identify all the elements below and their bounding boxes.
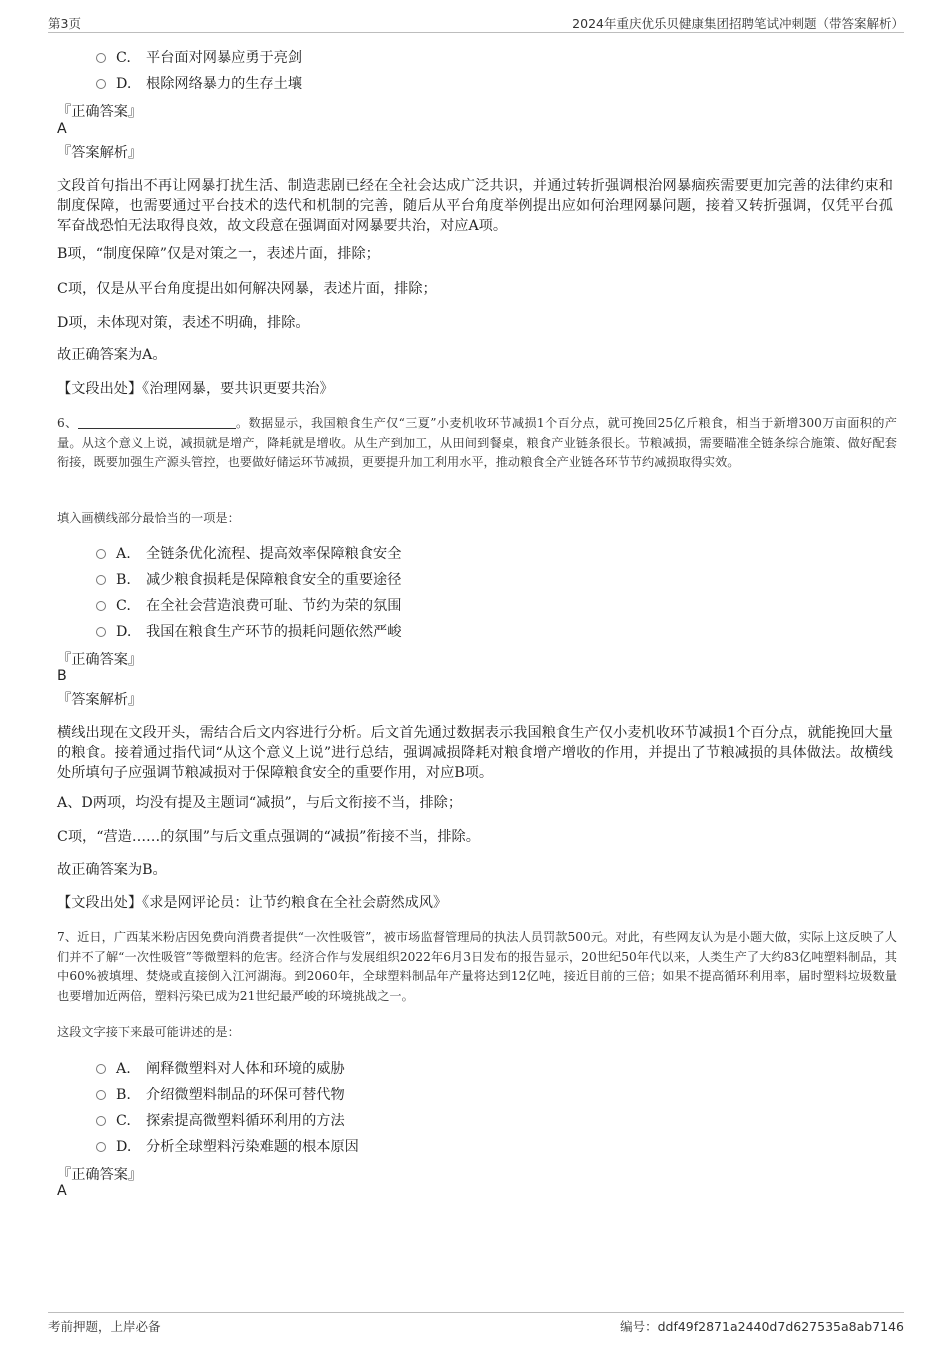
q7-answer: A [57,1183,67,1199]
q6-stem: 6、 。数据显示，我国粮食生产仅“三夏”小麦机收环节减损1个百分点，就可挽回25亿斤粮食，相当于新增300万亩面积的产量。从这个意义上说，减损就是增产，降耗就是增收。从生产到加工，从田间到餐桌，粮食产业链条很长。节粮减损，需要瞄准全链条综合施策、做好配套衔接，既要加强生产源头管控，也要做好储运环节减损，更要提升加工利用水平，推动粮食全产业链各环节节约减损取得实效。 [57,416,897,469]
radio-icon[interactable] [96,549,106,559]
q6-analysis-main: 横线出现在文段开头，需结合后文内容进行分析。后文首先通过数据表示我国粮食生产仅小麦机收环节减损1个百分点，就能挽回大量的粮食。接着通过指代词“从这个意义上说”进行总结，强调减损降耗对粮食增产增收的作用，并提出了节粮减损的具体做法。故横线处所填句子应强调节粮减损对于保障粮食安全的重要作用，对应B项。 [57,725,893,781]
q5-answer: A [57,121,67,137]
q7-question: 这段文字接下来最可能讲述的是： [57,1025,240,1039]
footer-slogan: 考前押题，上岸必备 [48,1319,161,1334]
radio-icon[interactable] [96,1142,106,1152]
q5-analysis-label: 『答案解析』 [57,145,143,161]
page-footer [48,1312,904,1335]
q5-analysis-main: 文段首句指出不再让网暴打扰生活、制造悲剧已经在全社会达成广泛共识，并通过转折强调根治网暴痼疾需要更加完善的法律约束和制度保障，也需要通过平台技术的迭代和机制的完善，随后从平台角度举例提出应如何治理网暴问题，接着又转折强调，仅凭平台孤军奋战恐怕无法取得良效，故文段意在强调面对网暴要共治，对应A项。 [57,178,893,234]
page-header [48,14,904,33]
q7-option-c[interactable]: C. 探索提高微塑料循环利用的方法 [96,1110,345,1132]
q6-analysis-label: 『答案解析』 [57,692,143,708]
q6-answer-label: 『正确答案』 [57,652,143,668]
q6-conclusion: 故正确答案为B。 [57,862,167,878]
q7-option-b[interactable]: B. 介绍微塑料制品的环保可替代物 [96,1084,345,1106]
q6-answer: B [57,668,67,684]
q5-answer-label: 『正确答案』 [57,104,143,120]
radio-icon[interactable] [96,601,106,611]
radio-icon[interactable] [96,627,106,637]
q6-analysis-c: C项，“营造……的氛围”与后文重点强调的“减损”衔接不当，排除。 [57,829,480,845]
q5-source: 【文段出处】《治理网暴，要共识更要共治》 [57,381,334,397]
q5-option-c[interactable]: C. 平台面对网暴应勇于亮剑 [96,47,302,69]
q7-option-d[interactable]: D. 分析全球塑料污染难题的根本原因 [96,1136,359,1158]
q5-analysis-c: C项，仅是从平台角度提出如何解决网暴，表述片面，排除； [57,281,437,297]
q6-option-c[interactable]: C. 在全社会营造浪费可耻、节约为荣的氛围 [96,595,401,617]
radio-icon[interactable] [96,575,106,585]
q5-analysis-b: B项，“制度保障”仅是对策之一，表述片面，排除； [57,246,380,262]
q6-source: 【文段出处】《求是网评论员：让节约粮食在全社会蔚然成风》 [57,895,448,911]
radio-icon[interactable] [96,1090,106,1100]
page-number: 第3页 [48,16,81,31]
q6-option-b[interactable]: B. 减少粮食损耗是保障粮食安全的重要途径 [96,569,401,591]
q7-answer-label: 『正确答案』 [57,1167,143,1183]
radio-icon[interactable] [96,79,106,89]
radio-icon[interactable] [96,1064,106,1074]
document-id: 编号：ddf49f2871a2440d7d627535a8ab7146 [620,1319,904,1334]
q6-option-a[interactable]: A. 全链条优化流程、提高效率保障粮食安全 [96,543,401,565]
q6-option-d[interactable]: D. 我国在粮食生产环节的损耗问题依然严峻 [96,621,401,643]
q5-analysis-d: D项，未体现对策，表述不明确，排除。 [57,315,310,331]
q5-conclusion: 故正确答案为A。 [57,347,167,363]
document-title: 2024年重庆优乐贝健康集团招聘笔试冲刺题（带答案解析） [572,16,904,31]
radio-icon[interactable] [96,1116,106,1126]
q5-option-d[interactable]: D. 根除网络暴力的生存土壤 [96,73,302,95]
q6-analysis-ad: A、D两项，均没有提及主题词“减损”，与后文衔接不当，排除； [57,795,463,811]
q7-stem: 7、近日，广西某米粉店因免费向消费者提供“一次性吸管”，被市场监督管理局的执法人员罚款500元。对此，有些网友认为是小题大做，实际上这反映了人们并不了解“一次性吸管”等微塑料的危害。经济合作与发展组织2022年6月3日发布的报告显示，20世纪50年代以来，人类生产了大约83亿吨塑料制品，其中60%被填埋、焚烧或直接倒入江河湖海。到2060年，全球塑料制品年产量将达到12亿吨，接近目前的三倍；如果不提高循环利用率，届时塑料垃圾数量也要增加近两倍，塑料污染已成为21世纪最严峻的环境挑战之一。 [57,930,897,1003]
fill-blank-line [78,416,236,429]
q7-option-a[interactable]: A. 阐释微塑料对人体和环境的威胁 [96,1058,345,1080]
q6-question: 填入画横线部分最恰当的一项是： [57,511,240,525]
radio-icon[interactable] [96,53,106,63]
